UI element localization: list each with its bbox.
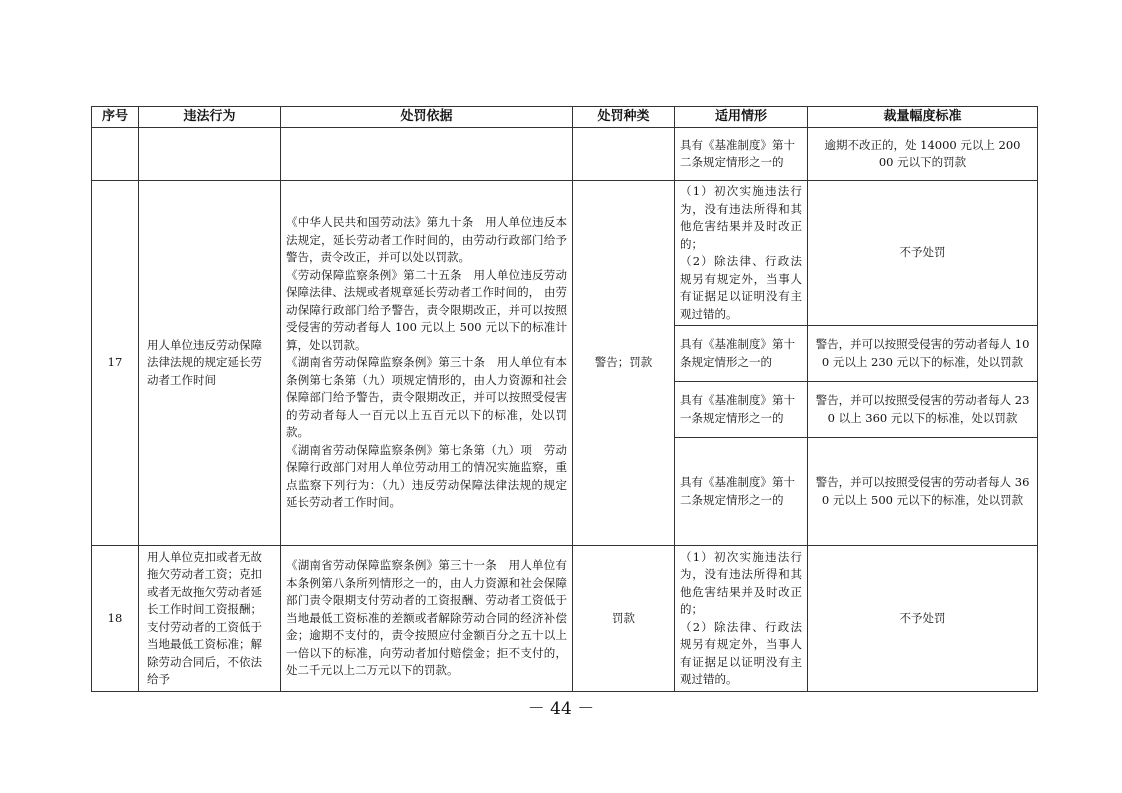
basis-paragraph: 《中华人民共和国劳动法》第九十条 用人单位违反本法规定，延长劳动者工作时间的，由劳动行政部门给予警告，责令改正，并可以处以罚款。 <box>286 215 567 265</box>
cell-situation: 具有《基准制度》第十二条规定情形之一的 <box>675 128 808 181</box>
cell-standard: 警告，并可以按照受侵害的劳动者每人 100 元以上 230 元以下的标准，处以罚款 <box>808 326 1038 382</box>
table-row <box>92 546 1038 692</box>
cell-basis <box>281 181 573 546</box>
situation-line: （2）除法律、行政法规另有规定外，当事人有证据足以证明没有主观过错的。 <box>680 619 802 686</box>
cell-serial-no: 17 <box>92 181 139 546</box>
cell-violation: 用人单位违反劳动保障法律法规的规定延长劳动者工作时间 <box>139 181 281 546</box>
situation-line: （1）初次实施违法行为，没有违法所得和其他危害结果并及时改正的； <box>680 549 802 616</box>
cell-serial-no: 18 <box>92 546 139 692</box>
penalty-standards-table <box>91 106 1038 692</box>
header-basis: 处罚依据 <box>281 107 573 128</box>
header-penalty-type: 处罚种类 <box>573 107 675 128</box>
cell-empty <box>139 128 281 181</box>
cell-standard: 不予处罚 <box>808 546 1038 692</box>
cell-situation: 具有《基准制度》第十一条规定情形之一的 <box>675 382 808 438</box>
cell-empty <box>281 128 573 181</box>
cell-empty <box>92 128 139 181</box>
situation-line: （1）初次实施违法行为，没有违法所得和其他危害结果并及时改正的； <box>680 184 802 251</box>
cell-violation: 用人单位克扣或者无故拖欠劳动者工资；克扣或者无故拖欠劳动者延长工作时间工资报酬；支付劳动者的工资低于当地最低工资标准；解除劳动合同后，不依法给予 <box>139 546 281 692</box>
cell-standard: 不予处罚 <box>808 181 1038 326</box>
cell-empty <box>573 128 675 181</box>
header-serial-no: 序号 <box>92 107 139 128</box>
basis-paragraph: 《劳动保障监察条例》第二十五条 用人单位违反劳动保障法律、法规或者规章延长劳动者工作时间的， 由劳动保障行政部门给予警告，责令限期改正，并可以按照受侵害的劳动者每人 100 元以上 500 元以下的标准计算，处以罚款。 <box>286 267 567 352</box>
cell-standard: 警告，并可以按照受侵害的劳动者每人 360 元以上 500 元以下的标准，处以罚款 <box>808 438 1038 546</box>
basis-paragraph: 《湖南省劳动保障监察条例》第七条第（九）项 劳动保障行政部门对用人单位劳动用工的情况实施监察，重点监察下列行为：（九）违反劳动保障法律法规的规定延长劳动者工作时间。 <box>286 442 567 510</box>
header-situation: 适用情形 <box>675 107 808 128</box>
cell-standard: 逾期不改正的，处 14000 元以上 20000 元以下的罚款 <box>808 128 1038 181</box>
cell-situation <box>675 546 808 692</box>
table-header-row <box>92 107 1038 128</box>
situation-line: （2）除法律、行政法规另有规定外，当事人有证据足以证明没有主观过错的。 <box>680 254 802 321</box>
table-row <box>92 181 1038 326</box>
cell-standard: 警告，并可以按照受侵害的劳动者每人 230 以上 360 元以下的标准，处以罚款 <box>808 382 1038 438</box>
cell-basis: 《湖南省劳动保障监察条例》第三十一条 用人单位有本条例第八条所列情形之一的，由人力资源和社会保障部门责令限期支付劳动者的工资报酬、劳动者工资低于当地最低工资标准的差额或者解除劳动合同的经济补偿金；逾期不支付的，责令按照应付金额百分之五十以上一倍以下的标准，向劳动者加付赔偿金；拒不支付的，处二千元以上二万元以下的罚款。 <box>281 546 573 692</box>
cell-situation: 具有《基准制度》第十条规定情形之一的 <box>675 326 808 382</box>
page-number: － 44 － <box>527 699 595 719</box>
cell-situation <box>675 181 808 326</box>
basis-paragraph: 《湖南省劳动保障监察条例》第三十条 用人单位有本条例第七条第（九）项规定情形的，由人力资源和社会保障部门给予警告，责令限期改正，并可以按照受侵害的劳动者每人一百元以上五百元以下的标准，处以罚款。 <box>286 355 567 440</box>
cell-penalty-type: 罚款 <box>573 546 675 692</box>
header-discretion-standard: 裁量幅度标准 <box>808 107 1038 128</box>
cell-situation: 具有《基准制度》第十二条规定情形之一的 <box>675 438 808 546</box>
table-row <box>92 128 1038 181</box>
header-violation: 违法行为 <box>139 107 281 128</box>
cell-penalty-type: 警告；罚款 <box>573 181 675 546</box>
